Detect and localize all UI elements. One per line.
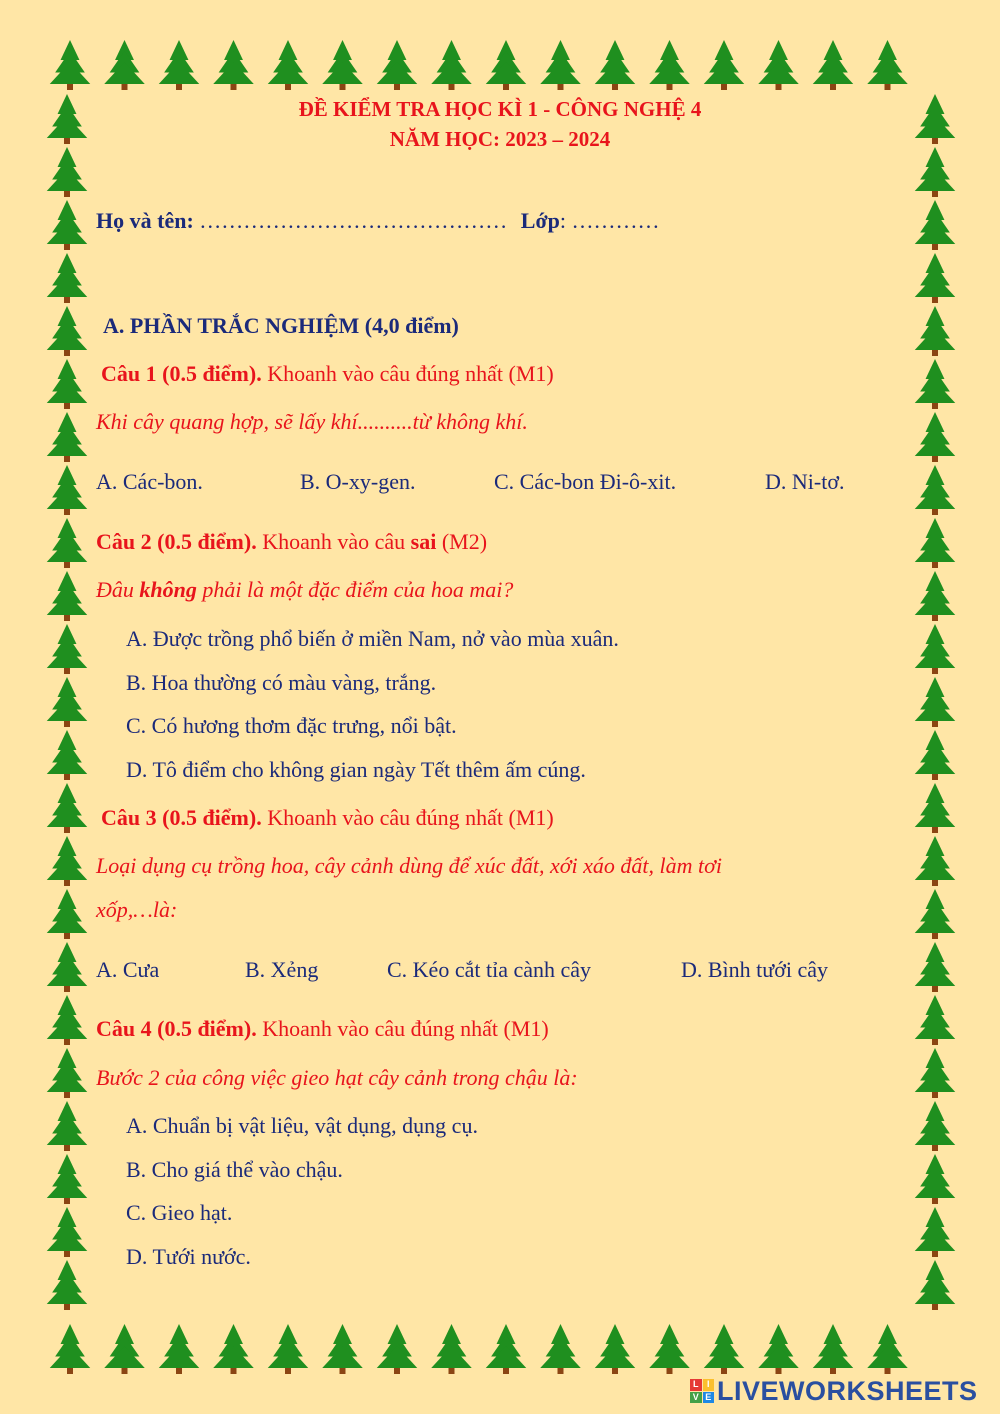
christmas-tree-icon — [595, 1324, 636, 1374]
christmas-tree-icon — [595, 40, 636, 90]
christmas-tree-icon — [486, 1324, 527, 1374]
christmas-tree-icon — [47, 1048, 88, 1098]
q3-option-b[interactable]: B. Xẻng — [245, 957, 319, 982]
christmas-tree-icon — [867, 1324, 908, 1374]
christmas-tree-icon — [431, 40, 472, 90]
christmas-tree-icon — [104, 1324, 145, 1374]
question-3-stem-line2: xốp,…là: — [96, 897, 178, 922]
christmas-tree-icon — [915, 836, 956, 886]
q4-option-b[interactable]: B. Cho giá thể vào chậu. — [126, 1157, 343, 1182]
christmas-tree-icon — [915, 200, 956, 250]
christmas-tree-icon — [159, 40, 200, 90]
q4-option-a[interactable]: A. Chuẩn bị vật liệu, vật dụng, dụng cụ. — [126, 1113, 478, 1138]
q1-option-a[interactable]: A. Các-bon. — [96, 469, 203, 494]
mark-letter: I — [703, 1379, 715, 1391]
christmas-tree-icon — [704, 40, 745, 90]
q4-option-d[interactable]: D. Tưới nước. — [126, 1244, 251, 1269]
christmas-tree-icon — [915, 1154, 956, 1204]
christmas-tree-icon — [649, 40, 690, 90]
christmas-tree-icon — [915, 253, 956, 303]
christmas-tree-icon — [268, 40, 309, 90]
christmas-tree-icon — [47, 253, 88, 303]
question-4-label: Câu 4 (0.5 điểm). — [96, 1016, 257, 1041]
christmas-tree-icon — [915, 465, 956, 515]
christmas-tree-icon — [47, 889, 88, 939]
question-4-instruction: Khoanh vào câu đúng nhất (M1) — [256, 1016, 549, 1041]
question-3-label: Câu 3 (0.5 điểm). — [101, 805, 262, 830]
christmas-tree-icon — [915, 942, 956, 992]
christmas-tree-icon — [377, 1324, 418, 1374]
christmas-tree-icon — [915, 306, 956, 356]
christmas-tree-icon — [915, 889, 956, 939]
question-2-stem-pre: Đâu — [96, 577, 140, 602]
question-4-header — [96, 1016, 549, 1042]
question-1-header — [101, 361, 554, 387]
christmas-tree-icon — [915, 571, 956, 621]
christmas-tree-icon — [47, 571, 88, 621]
class-colon: : — [559, 208, 566, 233]
christmas-tree-icon — [867, 40, 908, 90]
christmas-tree-icon — [268, 1324, 309, 1374]
christmas-tree-icon — [47, 412, 88, 462]
question-2-stem-bold: không — [139, 577, 197, 602]
christmas-tree-icon — [47, 783, 88, 833]
q3-option-d[interactable]: D. Bình tưới cây — [681, 957, 828, 982]
name-label: Họ và tên: — [96, 208, 194, 233]
mark-letter: L — [690, 1379, 702, 1391]
question-1-stem: Khi cây quang hợp, sẽ lấy khí..........từ không khí. — [96, 409, 528, 434]
q2-option-a[interactable]: A. Được trồng phổ biến ở miền Nam, nở vào mùa xuân. — [126, 626, 619, 651]
christmas-tree-icon — [47, 677, 88, 727]
class-blank[interactable]: ………… — [571, 208, 660, 233]
christmas-tree-icon — [159, 1324, 200, 1374]
q4-option-c[interactable]: C. Gieo hạt. — [126, 1200, 233, 1225]
christmas-tree-icon — [649, 1324, 690, 1374]
liveworksheets-wordmark: LIVEWORKSHEETS — [717, 1375, 978, 1406]
christmas-tree-icon — [47, 836, 88, 886]
q2-option-c[interactable]: C. Có hương thơm đặc trưng, nổi bật. — [126, 713, 457, 738]
q1-option-c[interactable]: C. Các-bon Đi-ô-xit. — [494, 469, 677, 494]
christmas-tree-icon — [915, 1101, 956, 1151]
q3-option-c[interactable]: C. Kéo cắt tỉa cành cây — [387, 957, 592, 982]
christmas-tree-icon — [915, 677, 956, 727]
question-2-header — [96, 529, 487, 555]
question-2-instruction-pre: Khoanh vào câu — [256, 529, 411, 554]
liveworksheets-logo[interactable] — [690, 1376, 978, 1406]
mark-letter: V — [690, 1392, 702, 1404]
question-1-label: Câu 1 (0.5 điểm). — [101, 361, 262, 386]
christmas-tree-icon — [50, 1324, 91, 1374]
christmas-tree-icon — [104, 40, 145, 90]
christmas-tree-icon — [47, 1207, 88, 1257]
q2-option-b[interactable]: B. Hoa thường có màu vàng, trắng. — [126, 670, 437, 695]
christmas-tree-icon — [915, 359, 956, 409]
school-year: NĂM HỌC: 2023 – 2024 — [389, 127, 611, 151]
q3-option-a[interactable]: A. Cưa — [96, 957, 160, 982]
christmas-tree-icon — [377, 40, 418, 90]
question-2-stem — [96, 577, 513, 603]
christmas-tree-icon — [322, 40, 363, 90]
christmas-tree-icon — [322, 1324, 363, 1374]
question-3-stem-line1: Loại dụng cụ trồng hoa, cây cảnh dùng để xúc đất, xới xáo đất, làm tơi — [96, 853, 722, 878]
christmas-tree-icon — [47, 1101, 88, 1151]
christmas-tree-icon — [47, 1260, 88, 1310]
question-2-stem-post: phải là một đặc điểm của hoa mai? — [196, 577, 514, 602]
question-2-label: Câu 2 (0.5 điểm). — [96, 529, 257, 554]
christmas-tree-icon — [47, 995, 88, 1045]
q1-option-d[interactable]: D. Ni-tơ. — [765, 469, 845, 494]
q1-option-b[interactable]: B. O-xy-gen. — [300, 469, 416, 494]
christmas-tree-icon — [47, 1154, 88, 1204]
christmas-tree-icon — [47, 306, 88, 356]
christmas-tree-icon — [50, 40, 91, 90]
question-3-instruction: Khoanh vào câu đúng nhất (M1) — [261, 805, 554, 830]
question-1-instruction: Khoanh vào câu đúng nhất (M1) — [261, 361, 554, 386]
christmas-tree-icon — [47, 465, 88, 515]
christmas-tree-icon — [915, 518, 956, 568]
section-a-title: A. PHẦN TRẮC NGHIỆM (4,0 điểm) — [103, 313, 459, 338]
christmas-tree-icon — [47, 200, 88, 250]
christmas-tree-icon — [813, 40, 854, 90]
christmas-tree-icon — [813, 1324, 854, 1374]
christmas-tree-icon — [915, 1048, 956, 1098]
christmas-tree-icon — [540, 1324, 581, 1374]
christmas-tree-icon — [758, 40, 799, 90]
christmas-tree-icon — [47, 518, 88, 568]
class-label: Lớp — [520, 208, 560, 233]
christmas-tree-icon — [486, 40, 527, 90]
christmas-tree-icon — [213, 1324, 254, 1374]
christmas-tree-icon — [540, 40, 581, 90]
question-2-instruction-bold: sai — [410, 529, 437, 554]
christmas-tree-icon — [915, 412, 956, 462]
christmas-tree-icon — [758, 1324, 799, 1374]
exam-title: ĐỀ KIỂM TRA HỌC KÌ 1 - CÔNG NGHỆ 4 — [298, 97, 702, 121]
christmas-tree-icon — [915, 147, 956, 197]
christmas-tree-icon — [47, 624, 88, 674]
christmas-tree-icon — [915, 995, 956, 1045]
student-info-line — [96, 208, 659, 234]
christmas-tree-icon — [47, 359, 88, 409]
christmas-tree-icon — [915, 1260, 956, 1310]
mark-letter: E — [703, 1392, 715, 1404]
christmas-tree-icon — [915, 783, 956, 833]
name-blank[interactable]: …………………………………… — [199, 208, 508, 233]
christmas-tree-icon — [915, 624, 956, 674]
question-3-header — [101, 805, 554, 831]
question-4-stem: Bước 2 của công việc gieo hạt cây cảnh trong chậu là: — [96, 1065, 578, 1090]
christmas-tree-icon — [47, 942, 88, 992]
christmas-tree-icon — [431, 1324, 472, 1374]
christmas-tree-icon — [213, 40, 254, 90]
christmas-tree-icon — [704, 1324, 745, 1374]
christmas-tree-icon — [915, 1207, 956, 1257]
christmas-tree-icon — [915, 730, 956, 780]
christmas-tree-icon — [47, 730, 88, 780]
question-2-instruction-post: (M2) — [436, 529, 488, 554]
q2-option-d[interactable]: D. Tô điểm cho không gian ngày Tết thêm ấm cúng. — [126, 757, 586, 782]
christmas-tree-icon — [47, 147, 88, 197]
liveworksheets-mark-icon — [690, 1379, 714, 1403]
